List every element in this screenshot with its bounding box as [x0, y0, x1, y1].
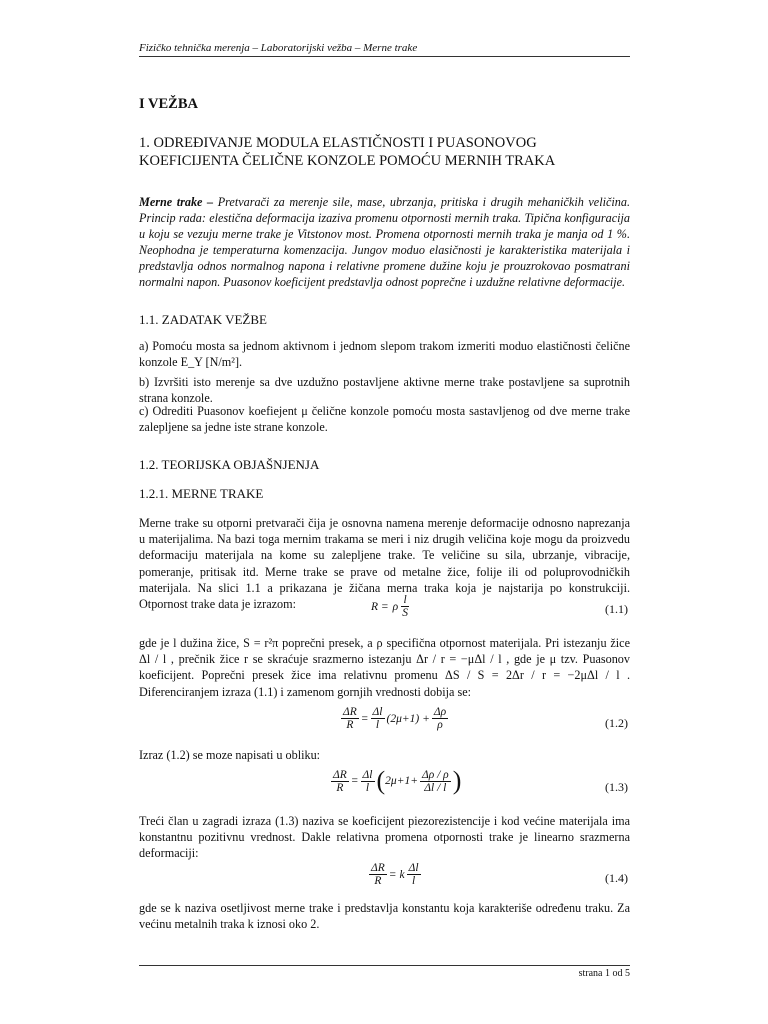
theory-paragraph-5: gde se k naziva osetljivost merne trake i predstavlja konstantu koja karakteriše određenu traku. Za većinu metalnih traka k iznosi oko 2.: [139, 901, 630, 932]
equation-1-1: [139, 594, 630, 634]
eq2-f2-fraction: [432, 706, 448, 731]
page-number: strana 1 od 5: [578, 968, 630, 979]
eq4-lhs-fraction: [369, 862, 387, 887]
equation-1-4: $\frac{\Delta R}{R}$ = k $\frac{\Delta l}{l}$ (1.4): [371, 862, 628, 887]
eq2-f1-fraction: [371, 706, 385, 731]
main-title-line2: KOEFICIJENTA ČELIČNE KONZOLE POMOĆU MERNIH TRAKA: [139, 153, 556, 169]
eq4-lhs-den: R: [374, 875, 382, 887]
eq2-lhs-den: R: [346, 719, 354, 731]
eq1-number: (1.1): [605, 602, 628, 616]
intro-paragraph: [139, 194, 630, 290]
theory-paragraph-3: Izraz (1.2) se moze napisati u obliku:: [139, 748, 321, 762]
section-heading-theory: 1.2. TEORIJSKA OBJAŠNJENJA: [139, 457, 320, 472]
exercise-title: I VEŽBA: [139, 96, 198, 112]
eq4-f1-den: l: [412, 875, 416, 887]
eq4-f1-num: Δl: [408, 862, 419, 874]
eq1-lhs: R =: [371, 600, 389, 613]
task-item-b: b) Izvršiti isto merenje sa dve uzdužno postavljene aktivne merne trake postavljene sa suprotnih strana konzole.: [139, 375, 630, 406]
eq4-f1-fraction: [407, 862, 421, 887]
eq4-lhs-num: ΔR: [371, 862, 385, 874]
eq1-fraction: [400, 594, 410, 619]
main-title: [139, 134, 630, 170]
eq3-f2-fraction: [420, 769, 451, 794]
eq2-f2-num: Δρ: [433, 706, 447, 718]
eq3-lhs-fraction: [331, 769, 349, 794]
section-heading-task: 1.1. ZADATAK VEŽBE: [139, 312, 267, 327]
eq2-number: (1.2): [605, 716, 628, 730]
eq3-number: (1.3): [605, 780, 628, 794]
running-header: Fizičko tehnička merenja – Laboratorijski vežba – Merne trake: [139, 42, 418, 54]
intro-lead: Merne trake –: [139, 195, 214, 209]
eq3-f1-num: Δl: [362, 768, 373, 781]
eq2-f1-den: l: [375, 719, 380, 731]
eq2-middle: (2μ+1) +: [386, 712, 430, 725]
eq3-f1-fraction: [361, 769, 375, 794]
task-item-c: c) Odrediti Puasonov koefiejent μ čelične konzole pomoću mosta sastavljenog od dve merne trake zalepljene sa jedne iste strane konzole.: [139, 404, 630, 435]
eq4-number: (1.4): [605, 871, 628, 885]
task-item-a: a) Pomoću mosta sa jednom aktivnom i jednom slepom trakom izmeriti moduo elastičnosti čelične konzole E_Y [N/m²].: [139, 339, 630, 370]
equation-1-2: $\frac{\Delta R}{R}$ = $\frac{\Delta l}{l}$ (2μ+1) + $\frac{\Delta\rho}{\rho}$ (1.2): [343, 706, 628, 731]
eq2-lhs-fraction: [341, 706, 359, 731]
eq1-denominator: S: [402, 607, 408, 619]
equation-1-3: $\frac{\Delta R}{R}$ = $\frac{\Delta l}{l}$ ( 2μ+1+ $\frac{\Delta\rho / \rho}{\Delta l / l}$ ) (1.3): [333, 766, 628, 795]
main-title-line1: 1. ODREĐIVANJE MODULA ELASTIČNOSTI I PUASONOVOG: [139, 135, 537, 151]
subsection-heading: 1.2.1. MERNE TRAKE: [139, 486, 264, 501]
eq3-f2-num: Δρ / ρ: [421, 768, 449, 781]
intro-text: Pretvarači za merenje sile, mase, ubrzanja, pritiska i drugih mehaničkih veličina. Princip rada: elestična deformacija izaziva promenu otpornosti mernih traka. Tipična konfiguracija u koju se vezuju merne trake je Vitstonov most. Promena otpornosti mernih traka je manja od 1 %. Neophodna je temperaturna komenzacija. Jungov moduo elasičnosti je karakteristika materijala i predstavlja odnos normalnog napona i relativne promene dužine koju je prouzrokovao posmatrani normalni napon. Puasonov koeficijent predstavlja odnost poprečne i uzdužne relativne deformacije.: [139, 195, 630, 289]
eq3-f2-den: Δl / l: [424, 781, 447, 794]
eq3-f1-den: l: [365, 781, 370, 794]
eq3-middle: 2μ+1+: [385, 775, 418, 787]
eq2-f1-num: Δl: [372, 706, 383, 718]
theory-paragraph-4: Treći član u zagradi izraza (1.3) naziva se koeficijent piezorezistencije i kod većine materijala ima konstantnu pozitivnu vrednost. Dakle relativna promena otpornosti trake je linearno srazmerna deformaciji:: [139, 814, 630, 861]
eq3-lhs-num: ΔR: [333, 768, 347, 781]
eq4-coef: k: [399, 868, 405, 881]
eq2-f2-den: ρ: [437, 719, 443, 731]
theory-paragraph-1: Merne trake su otporni pretvarači čija je osnovna namena merenje deformacije odnosno naprezanja u materijalima. Na bazi toga mernim trakama se meri i niz drugih veličina koje mogu da proizvedu deformaciju materijala na kome su zalepljene trake. Te veličine su sila, ubrzanje, vibracije, pomeranje, pritisak itd. Merne trake se prave od metalne žice, folije ili od poluprovodničkih materijala. Na slici 1.1 a prikazana je žičana merna traka koja je najstarija po konstrukciji. Otpornost trake data je izrazom:: [139, 516, 630, 612]
eq1-coef: ρ: [392, 600, 399, 613]
eq1-numerator: l: [403, 594, 407, 606]
header-rule: [139, 56, 630, 57]
eq2-lhs-num: ΔR: [343, 706, 357, 718]
footer-rule: [139, 965, 630, 966]
eq3-lhs-den: R: [336, 781, 344, 794]
theory-paragraph-2: gde je l dužina žice, S = r²π poprečni presek, a ρ specifična otpornost materijala. Pri istezanju žice Δl / l , prečnik žice r se skraćuje srazmerno istezanju Δr / r = −μΔl / l , gde je μ tzv. Puasonov koeficijent. Poprečni presek žice ima relativnu promenu ΔS / S = 2Δr / r = −2μΔl / l . Diferenciranjem izraza (1.1) i zamenom gornjih vrednosti dobija se:: [139, 636, 630, 699]
